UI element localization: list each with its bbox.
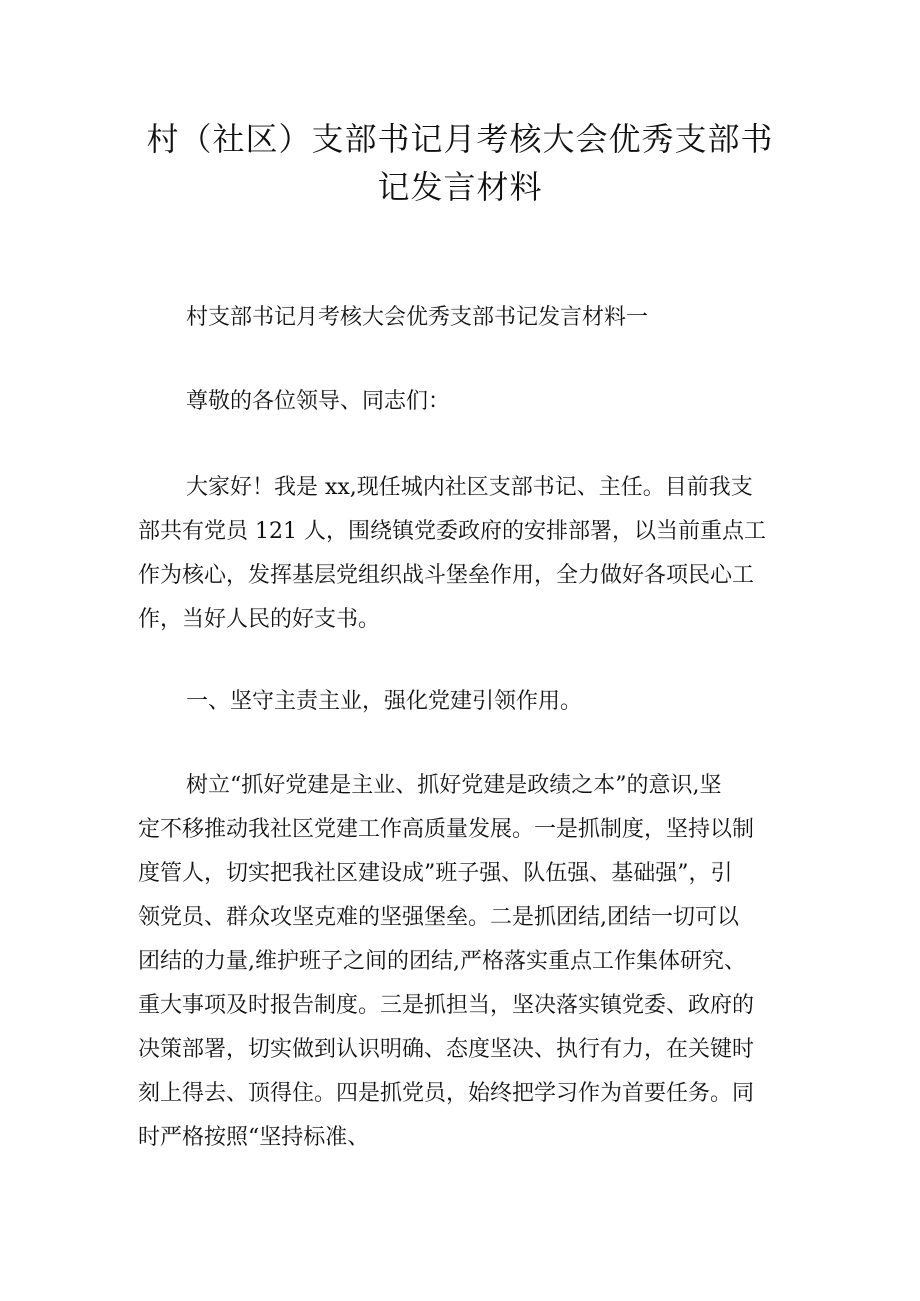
salutation: 尊敬的各位领导、同志们： <box>186 389 451 414</box>
subheading: 村支部书记月考核大会优秀支部书记发言材料一 <box>186 305 649 330</box>
body-line: 团结的力量,维护班子之间的团结,严格落实重点工作集体研究、 <box>138 949 746 974</box>
body-line: 树立“抓好党建是主业、抓好党建是政绩之本”的意识,坚 <box>186 773 722 798</box>
document-title-line-2: 记发言材料 <box>377 168 543 206</box>
intro-line: 大家好！我是 xx,现任城内社区支部书记、主任。目前我支 <box>186 475 753 500</box>
salutation-paragraph <box>138 380 788 424</box>
intro-paragraph <box>138 466 788 642</box>
section-heading: 一、坚守主责主业，强化党建引领作用。 <box>186 689 583 714</box>
body-line: 决策部署，切实做到认识明确、态度坚决、执行有力，在关键时 <box>138 1037 755 1062</box>
intro-line: 作，当好人民的好支书。 <box>138 607 381 632</box>
document-title-line-1: 村（社区）支部书记月考核大会优秀支部书 <box>146 120 774 158</box>
body-line: 定不移推动我社区党建工作高质量发展。一是抓制度，坚持以制 <box>138 817 755 842</box>
body-paragraph <box>138 764 788 1160</box>
intro-line: 部共有党员 121 人，围绕镇党委政府的安排部署，以当前重点工 <box>138 519 766 544</box>
body-line: 重大事项及时报告制度。三是抓担当，坚决落实镇党委、政府的 <box>138 993 755 1018</box>
body-line: 时严格按照“坚持标准、 <box>138 1125 370 1150</box>
body-line: 刻上得去、顶得住。四是抓党员，始终把学习作为首要任务。同 <box>138 1081 755 1106</box>
body-line: 领党员、群众攻坚克难的坚强堡垒。二是抓团结,团结一切可以 <box>138 905 739 930</box>
body-line: 度管人，切实把我社区建设成”班子强、队伍强、基础强”，引 <box>138 861 733 886</box>
subheading-paragraph <box>138 296 788 340</box>
section-heading-paragraph <box>138 680 788 724</box>
intro-line: 作为核心，发挥基层党组织战斗堡垒作用，全力做好各项民心工 <box>138 563 755 588</box>
